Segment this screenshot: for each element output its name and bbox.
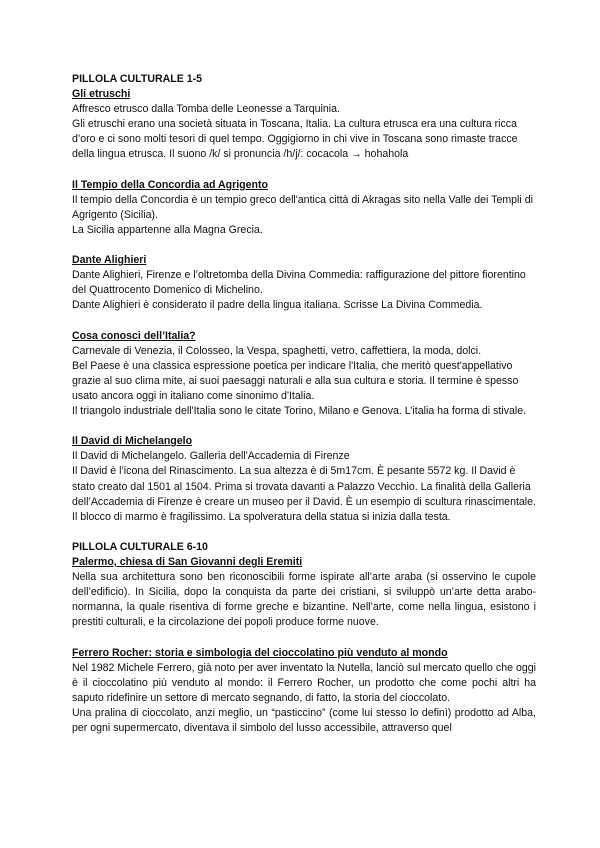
paragraph: Gli etruschi erano una società situata in Toscana, Italia. La cultura etrusca era una cultura ricca d’oro e ci sono molti tesori di quel tempo. Oggigiorno in chi vive in Toscana sono rimaste tracce della lingua etrusca. Il suono /k/ si pronuncia /h/j/: cocacola → hohahola [72,118,518,161]
heading-concordia: Il Tempio della Concordia ad Agrigento [72,178,268,191]
heading-ferrero: Ferrero Rocher: storia e simbologia del cioccolatino più venduto al mondo [72,646,448,659]
section-title-1: PILLOLA CULTURALE 1-5 [72,73,203,85]
heading-david: Il David di Michelangelo [72,435,193,448]
heading-dante: Dante Alighieri [72,254,147,267]
paragraph: Affresco etrusco dalla Tomba delle Leonesse a Tarquinia. [72,103,340,116]
paragraph: Il David di Michelangelo. Galleria dell'Accademia di Firenze [72,450,350,463]
paragraph: Il tempio della Concordia è un tempio greco dell'antica città di Akragas sito nella Valle dei Templi di Agrigento (Sicilia). [72,193,533,221]
paragraph: Il David è l’icona del Rinascimento. La sua altezza è di 5m17cm. È pesante 5572 kg. Il David è stato creato dal 1501 al 1504. Prima si trovata davanti a Palazzo Vecchio. La finalità della Galleria dell’Accademia di Firenze è creare un museo per il David. È un esempio di scultura rinascimentale. Il blocco di marmo è fragilissimo. La spolveratura della statua si inizia dalla testa. [72,465,536,523]
paragraph: La Sicilia appartenne alla Magna Grecia. [72,223,263,236]
heading-palermo: Palermo, chiesa di San Giovanni degli Eremiti [72,556,303,568]
heading-etruschi: Gli etruschi [72,88,131,101]
paragraph: Carnevale di Venezia, il Colosseo, la Vespa, spaghetti, vetro, caffettiera, la moda, dolci. [72,344,482,357]
paragraph: Il triangolo industriale dell'Italia sono le citate Torino, Milano e Genova. L’italia ha forma di stivale. [72,405,527,418]
paragraph: Nella sua architettura sono ben riconoscibili forme ispirate all’arte araba (si osservino le cupole dell’edificio). In Sicilia, dopo la conquista da parte dei cristiani, si sviluppò un’arte detta arabo-normanna, la quale risentiva di forme greche e bizantine. Nell’arte, come nella lingua, esistono i prestiti culturali, e la circolazione dei popoli produce forme nuove. [72,571,536,629]
heading-italia: Cosa conosci dell’Italia? [72,329,196,342]
paragraph: Dante Alighieri è considerato il padre della lingua italiana. Scrisse La Divina Commedia. [72,299,483,312]
paragraph: Nel 1982 Michele Ferrero, già noto per aver inventato la Nutella, lanciò sul mercato quello che oggi è il cioccolatino più venduto al mondo: il Ferrero Rocher, un prodotto che come pochi altri ha saputo ridefinire un settore di mercato segnando, di fatto, la storia del cioccolato. [72,661,536,704]
section-title-2: PILLOLA CULTURALE 6-10 [72,540,208,553]
paragraph: Dante Alighieri, Firenze e l’oltretomba della Divina Commedia: raffigurazione del pittore fiorentino del Quattrocento Domenico di Michelino. [72,269,526,297]
paragraph: Una pralina di cioccolato, anzi meglio, un “pasticcino” (come lui stesso lo definì) prodotto ad Alba, per ogni supermercato, diventava il simbolo del lusso accessibile, attraverso quel [72,706,536,735]
paragraph: Bel Paese è una classica espressione poetica per indicare l'Italia, che meritò quest'appellativo grazie al suo clima mite, ai suoi paesaggi naturali e alla sua cultura e storia. Il termine è spesso usato ancora oggi in italiano come sinonimo d'Italia. [72,359,519,402]
